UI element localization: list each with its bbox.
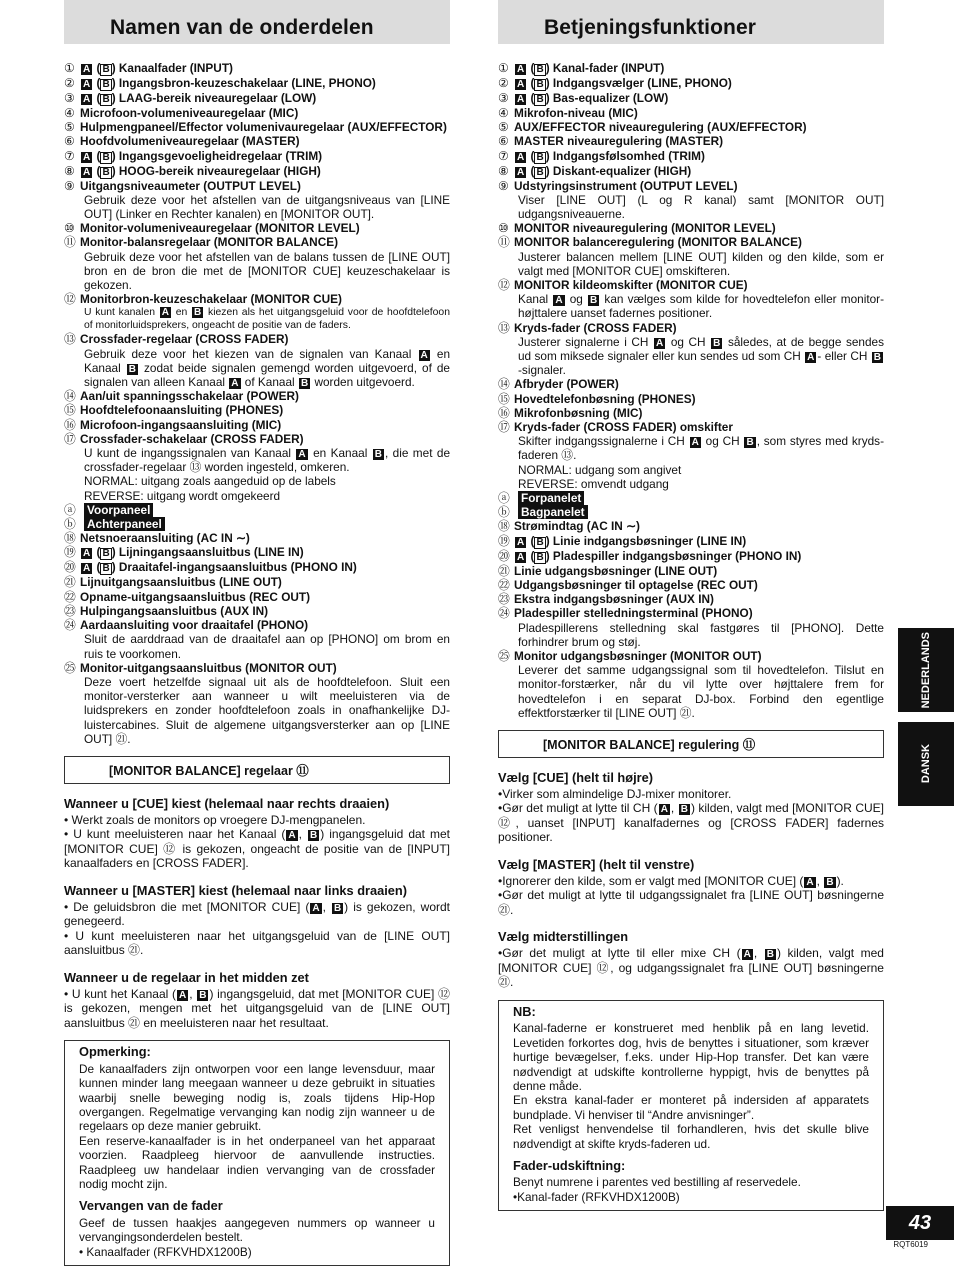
item-description: Deze voert hetzelfde signaal uit als de hoofdtelefoon. Sluit een monitor-versterker aan wanneer u wilt meeluisteren via de luidsprekers en zonder hoofdtelefoon zoals in onafhankelijke DJ-luistercabines. Sluit de algemene uitgangsversterker aan op [LINE OUT] ㉑. [84,674,450,746]
title-bar-danish [498,0,884,44]
item-description: Sluit de aarddraad van de draaitafel aan op [PHONO] om brom en ruis te voorkomen. [84,632,450,661]
item-label: AUX/EFFECTOR niveauregulering (AUX/EFFECTOR) [514,120,807,135]
item-number: ③ [64,91,75,105]
item-description: U kunt de ingangssignalen van Kanaal A en Kanaal B , die met de crossfader-regelaar ⑬ worden ingesteld, omkeren. NORMAL: uitgang zoals aangeduid op de labels REVERSE: uitgang wordt omgekeerd [84,446,450,503]
list-item [64,604,450,618]
list-item [64,120,450,134]
list-item-head [64,61,450,76]
item-number: ㉔ [64,618,76,633]
item-number: ⑳ [64,560,76,575]
list-item-head [498,235,884,249]
list-item-head [498,377,884,391]
list-item-head [64,292,450,306]
sections-danish [498,770,884,990]
item-description: U kunt kanalen A en B kiezen als het uitgangsgeluid voor de hoofdtelefoon of monitorluidsprekers, ongeacht de positie van de faders. [84,307,450,332]
page-title-dutch: Namen van de onderdelen [110,16,374,39]
list-item [64,503,450,517]
list-item [64,560,450,575]
list-item-head [498,649,884,663]
section-heading: Wanneer u [CUE] kiest (helemaal naar rechts draaien) [64,795,390,811]
item-label: A ( B ) Kanal-fader (INPUT) [517,61,665,75]
item-number: ⑥ [498,134,509,149]
item-label: Opname-uitgangsaansluitbus (REC OUT) [80,589,311,604]
item-number: ⑮ [498,391,510,406]
item-number: ㉒ [498,577,510,592]
item-number: ⓐ [498,491,510,506]
list-item [498,549,884,564]
section-bullet: •Gør det muligt at lytte til eller mixe CH ( A , B ) kilden, valgt med [MONITOR CUE] ⑫, og udgangssignalet fra [LINE OUT] bøsningerne ㉑. [498,946,884,990]
section-bullet: •Gør det muligt at lytte til udgangssignalet fra [LINE OUT] bøsningerne ㉑. [498,888,884,917]
list-item-head [498,578,884,592]
page-number: 43 [886,1206,954,1240]
item-label: MONITOR kildeomskifter (MONITOR CUE) [514,278,748,293]
item-number: ⑤ [498,120,509,135]
list-item [498,120,884,134]
item-label: Uitgangsniveaumeter (OUTPUT LEVEL) [80,178,301,193]
document-code: RQT6019 [893,1240,928,1249]
list-item [498,76,884,91]
item-label: Monitor-balansregelaar (MONITOR BALANCE) [80,235,339,250]
section-heading: Vælg [MASTER] (helt til venstre) [498,856,695,872]
list-item-head [64,179,450,193]
list-item [64,164,450,179]
item-number: ⑰ [498,420,510,435]
list-item-head [498,491,884,505]
item-label: A ( B ) Draaitafel-ingangsaansluitbus (PHONO IN) [83,560,357,575]
item-number: ⑭ [498,377,510,392]
item-number: ⓑ [498,505,510,520]
item-label: A ( B ) Kanaalfader (INPUT) [83,61,233,75]
list-item-head [498,91,884,106]
list-item-head [498,420,884,434]
list-item-head [64,149,450,164]
list-item [64,590,450,604]
list-item-head [498,134,884,148]
item-number: ⑲ [498,533,510,548]
section-heading: Vælg midterstillingen [498,929,629,945]
item-number: ③ [498,91,509,105]
item-number: ⑱ [64,531,76,546]
list-item [498,649,884,720]
item-number: ⑩ [64,221,75,236]
item-label: Aardaansluiting voor draaitafel (PHONO) [80,618,309,633]
list-item [64,235,450,292]
section-heading: Wanneer u de regelaar in het midden zet [64,969,309,985]
list-item [64,531,450,545]
panel-tag: Forpanelet [518,491,584,505]
section-bullet: • U kunt het Kanaal ( A , B ) ingangsgeluid, dat met [MONITOR CUE] ⑫ is gekozen, mengen met het uitgangsgeluid van de [LINE OUT] aansluitbus ㉑ en meeluisteren naar het resultaat. [64,986,451,1030]
note-box-danish [498,1000,884,1211]
item-label: Pladespiller stelledningsterminal (PHONO) [514,606,753,621]
item-label: A ( B ) Diskant-equalizer (HIGH) [517,163,692,178]
list-item-head [64,432,450,446]
item-label: Hoofdvolumeniveauregelaar (MASTER) [80,134,300,149]
item-label: Microfoon-ingangsaansluiting (MIC) [80,417,282,432]
list-item [498,406,884,420]
item-label: MASTER niveauregulering (MASTER) [514,134,724,149]
list-item-head [64,661,450,675]
list-item [498,491,884,505]
item-label: A ( B ) HOOG-bereik niveauregelaar (HIGH) [83,163,321,178]
list-item-head [498,120,884,134]
section-bullet: •Ignorerer den kilde, som er valgt med [MONITOR CUE] ( A , B ). [498,873,844,888]
list-item [498,392,884,406]
list-item-head [498,564,884,578]
list-item-head [64,134,450,148]
section-bullet: • U kunt meeluisteren naar het uitgangsgeluid van de [LINE OUT] aansluitbus ㉑. [64,928,450,958]
list-item [498,564,884,578]
note-heading-dutch: Opmerking: [79,1044,151,1060]
title-bar-dutch [64,0,450,44]
list-item [498,321,884,378]
note-box-dutch [64,1040,450,1266]
item-number: ② [498,76,509,90]
list-item-head [64,332,450,346]
item-number: ㉕ [64,660,76,675]
item-label [80,517,165,531]
item-label: A ( B ) Pladespiller indgangsbøsninger (PHONO IN) [517,548,802,563]
replace-text-danish: Benyt numrene i parentes ved bestilling af reservedele. •Kanal-fader (RFKVHDX1200B) [513,1175,801,1204]
item-description: Viser [LINE OUT] (L og R kanal) samt [MONITOR OUT] udgangsniveauerne. [518,192,884,222]
item-number: ⑤ [64,120,75,135]
item-label: Microfoon-volumeniveauregelaar (MIC) [80,106,299,120]
item-label: Strømindtag (AC IN ∼) [514,519,640,534]
item-number: ㉓ [64,603,76,618]
list-item-head [498,179,884,193]
list-item-head [64,560,450,575]
note-heading-danish: NB: [513,1003,536,1019]
language-tabs [898,628,954,806]
list-item [64,661,450,746]
list-item-head [498,61,884,76]
item-number: ⑦ [64,148,75,163]
list-item-head [498,392,884,406]
item-label: MONITOR niveauregulering (MONITOR LEVEL) [514,221,776,236]
item-number: ⓑ [64,517,76,532]
panel-tag: Voorpaneel [84,503,153,517]
list-item [498,606,884,649]
item-label: Lijnuitgangsaansluitbus (LINE OUT) [80,575,282,590]
item-number: ⑦ [498,148,509,163]
item-number: ㉑ [498,563,510,578]
item-label: A ( B ) Lijningangsaansluitbus (LINE IN) [83,545,304,560]
list-item [498,534,884,549]
list-item [64,403,450,417]
item-label: A ( B ) LAAG-bereik niveauregelaar (LOW) [83,91,317,105]
list-item-head [64,517,450,531]
item-label: Monitor-volumeniveauregelaar (MONITOR LEVEL) [80,221,360,236]
item-number: ⑰ [64,431,76,446]
item-label [80,503,153,517]
item-label: A ( B ) Indgangsfølsomhed (TRIM) [517,148,705,163]
list-item [498,519,884,533]
item-label: Hovedtelefonbøsning (PHONES) [514,391,696,406]
tab-nederlands-label: NEDERLANDS [920,631,932,709]
list-item [498,61,884,76]
list-item-head [498,406,884,420]
tab-dansk[interactable] [898,722,954,806]
list-item [498,578,884,592]
list-item-head [498,519,884,533]
item-label: Netsnoeraansluiting (AC IN ∼) [80,531,250,546]
panel-tag: Bagpanelet [518,505,588,519]
item-number: ① [498,61,509,75]
list-item-head [64,91,450,106]
list-item-head [64,235,450,249]
item-description: Skifter indgangssignalerne i CH A og CH B , som styres med kryds-faderen ⑬. NORMAL: udgang som angivet REVERSE: omvendt udgang [518,434,884,491]
list-item-head [498,149,884,164]
column-dutch [64,0,450,1266]
list-item-head [498,505,884,519]
list-item-head [64,545,450,560]
list-item [498,221,884,235]
item-description: Justerer balancen mellem [LINE OUT] kilden og den kilde, som er valgt med [MONITOR CUE] omskifteren. [518,249,884,278]
list-item [498,278,884,321]
note-text-danish: Kanal-faderne er konstrueret med henblik på en lang levetid. Levetiden forkortes dog, hvis de benyttes i situationer, som kræver hurtige bevægelser, f.eks. under Hip-Hop transfer. Det kan være nødvendigt at udskifte kontrollerne hyppigt, hvis de benyttes på denne måde. En ekstra kanal-fader er monteret på indersiden af apparatets bundplade. Vi henviser til “Andre anvisninger”. Ret venligst henvendelse til forhandleren, hvis det skulle blive nødvendigt at skifte kryds-faderen ud. [513,1021,869,1151]
item-label: Aan/uit spanningsschakelaar (POWER) [80,389,299,404]
item-number: ⑪ [64,235,76,250]
item-label: A ( B ) Linie indgangsbøsninger (LINE IN) [517,533,747,548]
item-number: ⑨ [498,178,509,193]
item-label [514,491,584,505]
item-number: ⑬ [64,332,76,347]
item-label: Crossfader-schakelaar (CROSS FADER) [80,431,304,446]
item-number: ⑧ [64,163,75,178]
list-item-head [64,503,450,517]
list-item [64,61,450,76]
list-item [498,134,884,148]
item-label: MONITOR balanceregulering (MONITOR BALANCE) [514,235,802,250]
section-bullet: • De geluidsbron die met [MONITOR CUE] ( A , B ) is gekozen, wordt genegeerd. [64,899,450,929]
item-label: Hoofdtelefoonaansluiting (PHONES) [80,403,284,418]
list-item [64,418,450,432]
item-label: Kryds-fader (CROSS FADER) [514,320,677,335]
list-item [498,377,884,391]
list-item-head [64,164,450,179]
item-label: Crossfader-regelaar (CROSS FADER) [80,332,289,347]
tab-dansk-label: DANSK [920,744,932,784]
item-label: Monitor udgangsbøsninger (MONITOR OUT) [514,648,762,663]
item-description: Leverer det samme udgangssignal som til hovedtelefon. Tilslut en monitor-forstærker, når du vil lytte over højttalere frem for hovedtelefon i en separat DJ-box. Forbind den egentlige effektforstærker til [LINE OUT] ㉑. [518,663,884,720]
replace-heading-danish: Fader-udskiftning: [513,1157,626,1173]
section-heading: Wanneer u [MASTER] kiest (helemaal naar links draaien) [64,882,408,898]
tab-nederlands[interactable] [898,628,954,712]
list-item-head [498,221,884,235]
list-item [64,221,450,235]
item-number: ⑭ [64,389,76,404]
item-description: Gebruik deze voor het afstellen van de uitgangsniveaus van [LINE OUT] (Linker en Rechter kanalen) en [MONITOR OUT]. [84,192,450,222]
list-item-head [64,403,450,417]
list-item-head [498,592,884,606]
list-item [64,618,450,661]
note-text-dutch: De kanaalfaders zijn ontworpen voor een lange levensduur, maar kunnen minder lang meegaan wanneer u deze gebruikt in situaties waarbij snelle beweging nodig is, zoals tijdens Hip-Hop overgangen. Regelmatige vervanging kan nodig zijn wanneer u de regelaars op deze manier gebruikt. Een reserve-kanaalfader is in het onderpaneel van het apparaat voorzien. Raadpleeg hiervoor de aanvullende instructies. Raadpleeg uw handelaar indien vervanging van de crossfader nodig mocht zijn. [79,1061,435,1192]
list-item [64,545,450,560]
item-number: ⑩ [498,221,509,236]
item-label: A ( B ) Ingangsbron-keuzeschakelaar (LINE, PHONO) [83,76,376,90]
list-item [64,575,450,589]
list-item-head [498,164,884,179]
list-item [64,134,450,148]
section-bullet: •Gør det muligt at lytte til CH ( A , B ) kilden, valgt med [MONITOR CUE] ⑫, uanset [INPUT] kanalfadernes og [CROSS FADER] fadernes positioner. [498,801,884,845]
parts-list-danish [498,61,884,720]
item-number: ⑫ [64,292,76,307]
item-number: ㉔ [498,606,510,621]
list-item-head [64,531,450,545]
list-item [498,179,884,222]
section-bullet: •Virker som almindelige DJ-mixer monitorer. [498,786,732,801]
item-label: Ekstra indgangsbøsninger (AUX IN) [514,592,714,607]
list-item-head [64,418,450,432]
monitor-balance-heading-danish: [MONITOR BALANCE] regulering ⑪ [498,730,884,758]
item-label [514,505,588,519]
list-item-head [64,221,450,235]
list-item [498,164,884,179]
list-item [498,149,884,164]
item-description: Kanal A og B kan vælges som kilde for hovedtelefon eller monitor-højttalere uanset fadernes positioner. [518,292,885,321]
item-number: ⑳ [498,548,510,563]
list-item [64,149,450,164]
item-description: Justerer signalerne i CH A og CH B således, at de begge sendes ud som miksede signaler eller kun sendes ud som CH A - eller CH B-signaler. [518,334,884,378]
item-label: Monitor-uitgangsaansluitbus (MONITOR OUT) [80,660,337,675]
list-item-head [64,389,450,403]
panel-tag: Achterpaneel [84,517,165,531]
item-label: Mikrofon-niveau (MIC) [514,106,638,120]
item-number: ⑥ [64,134,75,149]
item-label: Linie udgangsbøsninger (LINE OUT) [514,563,718,578]
replace-heading-dutch: Vervangen van de fader [79,1198,223,1214]
list-item [64,517,450,531]
list-item [498,592,884,606]
list-item-head [64,120,450,134]
item-number: ⑧ [498,163,509,178]
item-label: A ( B ) Indgangsvælger (LINE, PHONO) [517,76,732,90]
column-danish [498,0,884,1211]
replace-text-dutch: Geef de tussen haakjes aangegeven nummers op wanneer u vervangingsonderdelen bestelt. • Kanaalfader (RFKVHDX1200B) [79,1215,435,1259]
item-number: ㉓ [498,592,510,607]
item-number: ⑪ [498,235,510,250]
item-label: Afbryder (POWER) [514,377,619,392]
list-item-head [498,606,884,620]
item-number: ㉑ [64,575,76,590]
list-item-head [498,321,884,335]
list-item-head [64,604,450,618]
list-item-head [64,575,450,589]
item-number: ⑲ [64,545,76,560]
list-item [64,389,450,403]
list-item [64,292,450,332]
list-item [64,91,450,106]
item-description: Gebruik deze voor het afstellen van de balans tussen de [LINE OUT] bron en de bron die met de [MONITOR CUE] keuzeschakelaar is gekozen. [84,249,450,293]
list-item-head [64,106,450,120]
item-number: ① [64,61,75,75]
item-description: Pladespillerens stelledning skal fastgøres til [PHONO]. Dette forhindrer brum og støj. [518,620,884,649]
parts-list-dutch [64,61,450,746]
list-item-head [498,278,884,292]
item-number: ⑫ [498,278,510,293]
list-item [498,505,884,519]
list-item-head [498,549,884,564]
item-number: ⑮ [64,403,76,418]
list-item [498,420,884,491]
item-number: ㉕ [498,648,510,663]
item-label: A ( B ) Bas-equalizer (LOW) [517,91,669,105]
item-label: Udgangsbøsninger til optagelse (REC OUT) [514,577,758,592]
item-number: ⑨ [64,178,75,193]
section-heading: Vælg [CUE] (helt til højre) [498,769,653,785]
monitor-balance-heading-dutch: [MONITOR BALANCE] regelaar ⑪ [64,756,450,784]
list-item-head [498,106,884,120]
list-item [64,332,450,389]
item-label: Hulpingangsaansluitbus (AUX IN) [80,603,269,618]
item-number: ② [64,76,75,90]
page-title-danish: Betjeningsfunktioner [544,16,757,39]
item-number: ⓐ [64,502,76,517]
list-item-head [498,76,884,91]
list-item-head [64,618,450,632]
item-label: Mikrofonbøsning (MIC) [514,405,643,420]
list-item [64,179,450,222]
item-number: ㉒ [64,589,76,604]
item-description: Gebruik deze voor het kiezen van de signalen van Kanaal A en Kanaal B zodat beide signalen gemengd worden uitgevoerd, of de signalen van alleen Kanaal A of Kanaal B worden uitgevoerd. [84,346,451,390]
sections-dutch [64,796,450,1031]
item-number: ⑱ [498,519,510,534]
list-item [64,76,450,91]
list-item-head [64,590,450,604]
item-label: Monitorbron-keuzeschakelaar (MONITOR CUE) [80,292,342,307]
item-number: ⑬ [498,320,510,335]
item-number: ⑯ [64,417,76,432]
item-number: ④ [64,106,75,120]
list-item-head [498,534,884,549]
list-item [64,432,450,503]
list-item [498,235,884,278]
item-label: Kryds-fader (CROSS FADER) omskifter [514,420,733,435]
item-label: Hulpmengpaneel/Effector volumenivauregelaar (AUX/EFFECTOR) [80,120,447,135]
item-number: ④ [498,106,509,120]
list-item [498,106,884,120]
item-number: ⑯ [498,405,510,420]
section-bullet: • Werkt zoals de monitors op vroegere DJ-mengpanelen. [64,812,366,827]
list-item-head [64,76,450,91]
item-label: A ( B ) Ingangsgevoeligheidregelaar (TRIM) [83,148,323,163]
list-item [498,91,884,106]
item-label: Udstyringsinstrument (OUTPUT LEVEL) [514,178,738,193]
list-item [64,106,450,120]
section-bullet: • U kunt meeluisteren naar het Kanaal ( A , B ) ingangsgeluid dat met [MONITOR CUE] ⑫ is gekozen, ongeacht de positie van de [INPUT] kanaalfaders en [CROSS FADER]. [64,827,451,871]
